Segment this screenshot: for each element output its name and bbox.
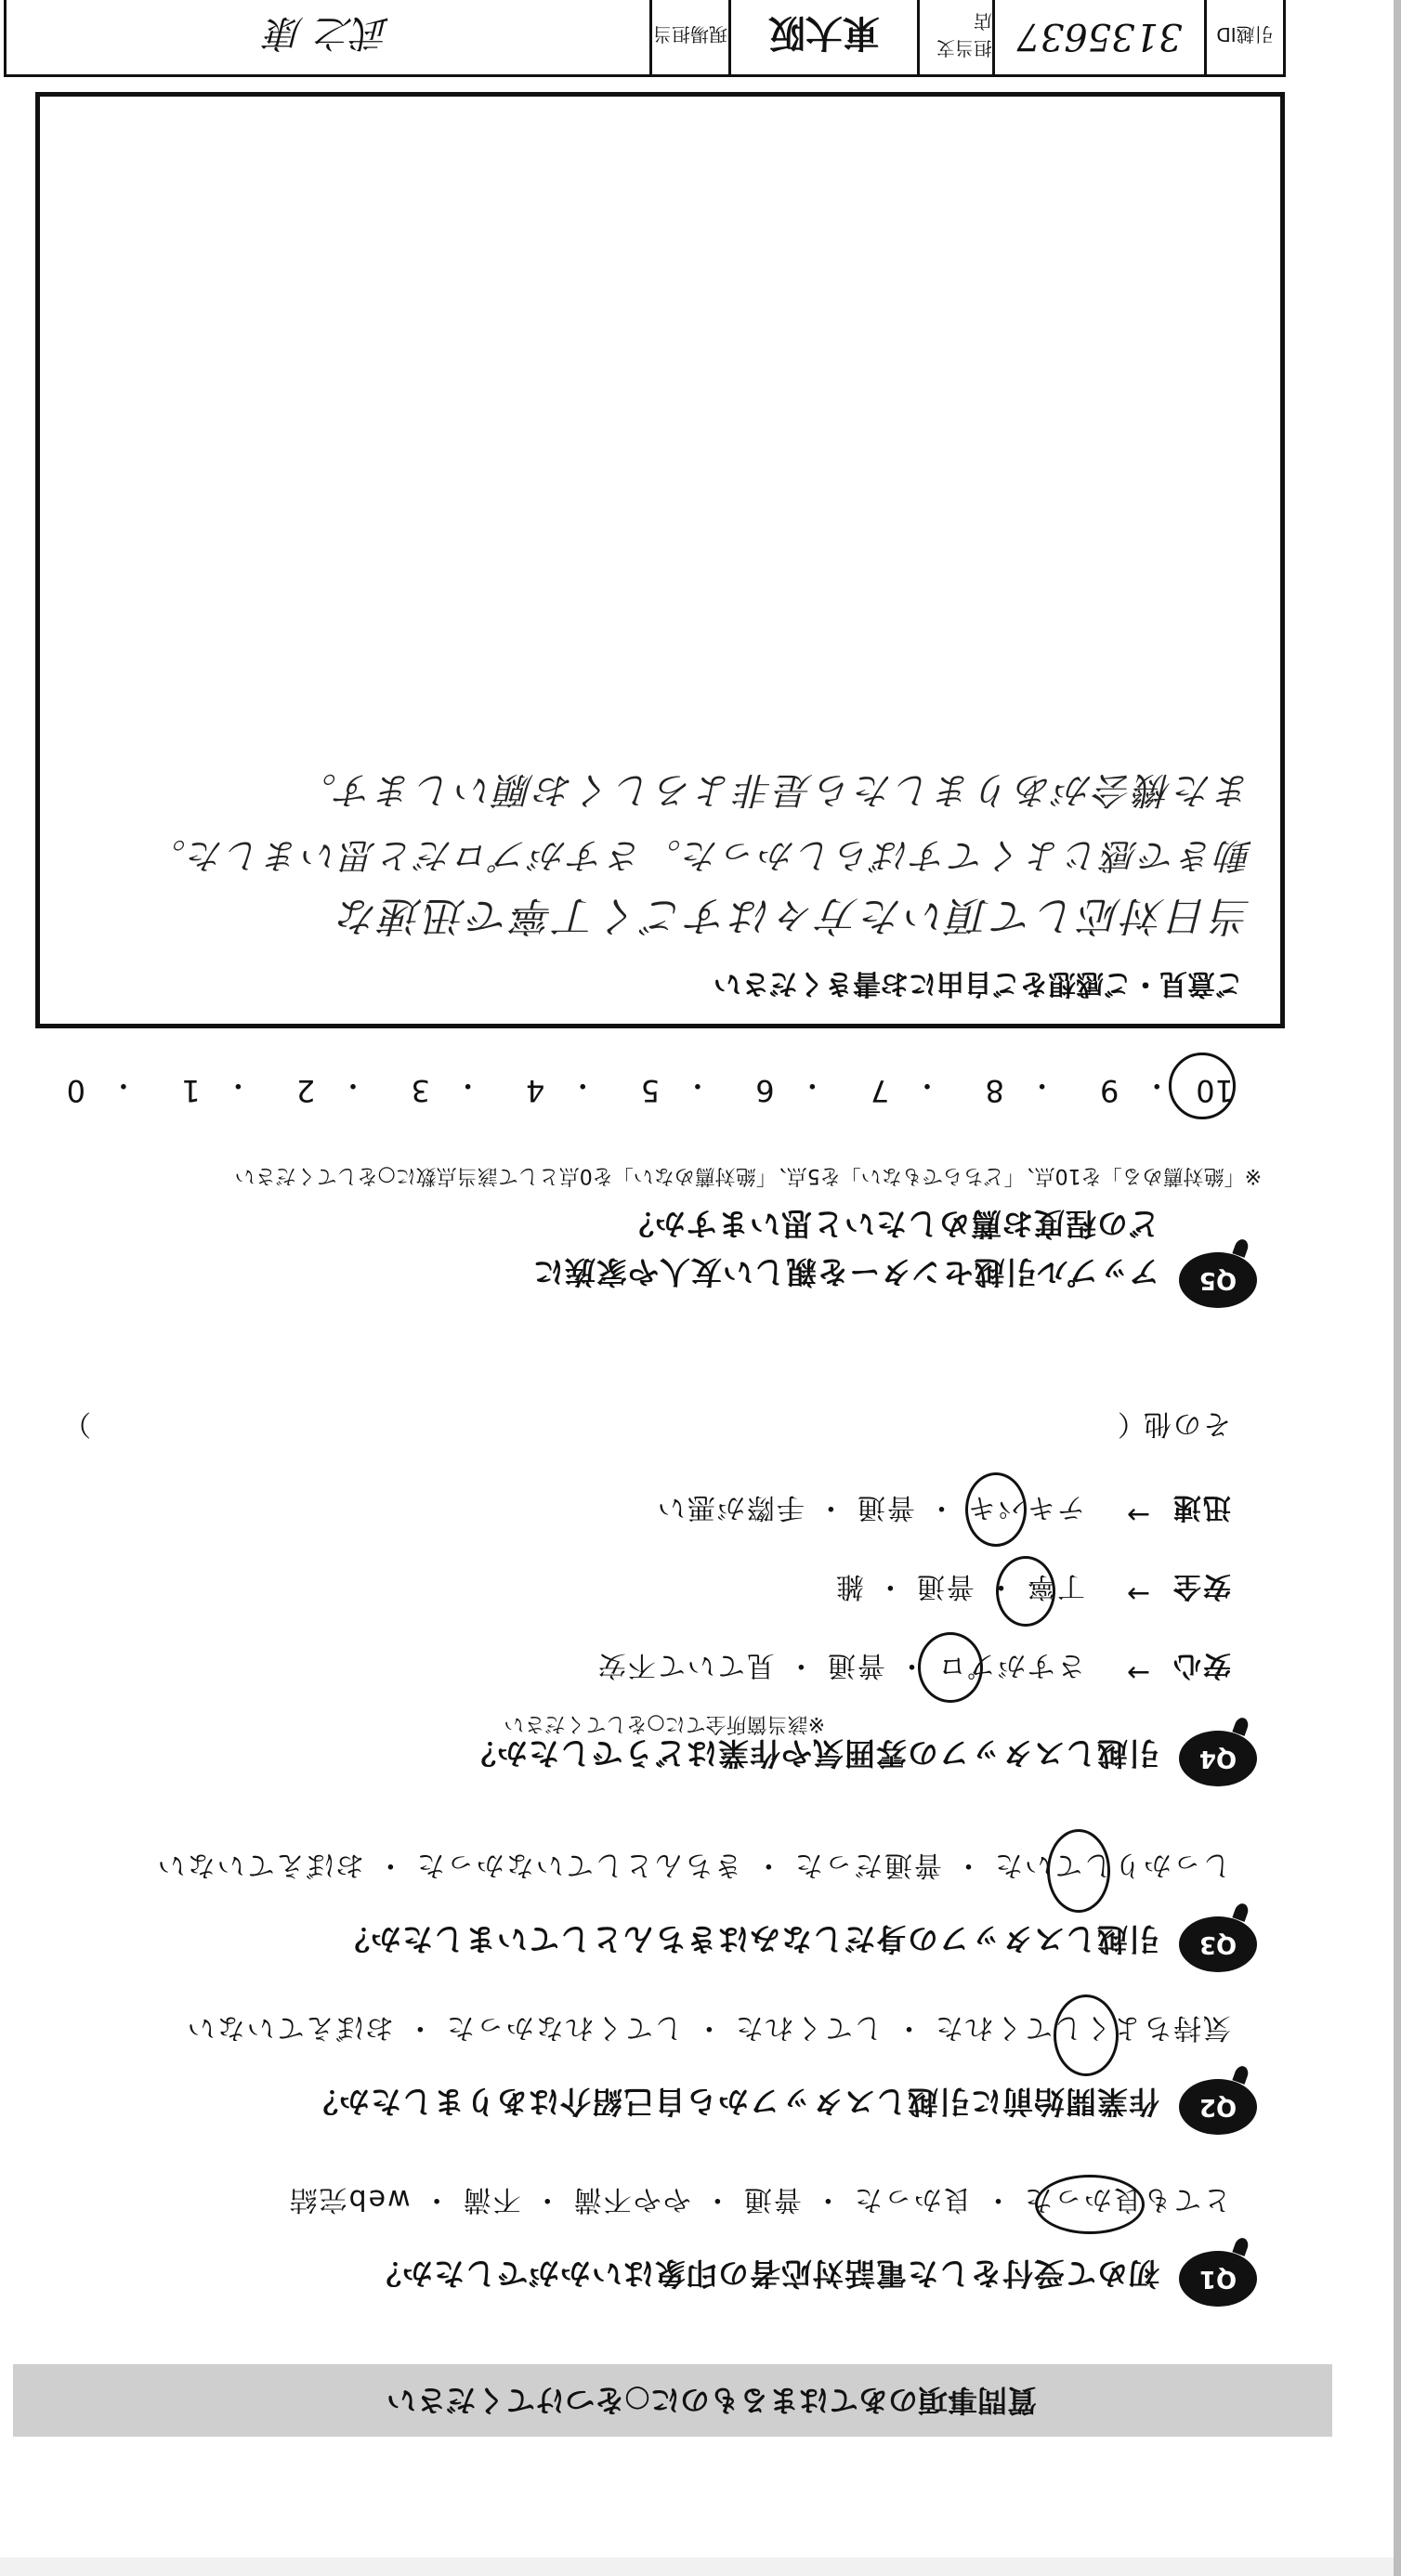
q3-selected-circle [1047, 1829, 1110, 1913]
q3-options: しっかりしていた ・ 普通だった ・ きちんとしていなかった ・ おぼえていない [155, 1849, 1231, 1881]
q5-score-3: 3 [411, 1073, 430, 1108]
q4-options-anshin: さすがプロ ・ 普通 ・ 見ていて不安 [596, 1649, 1085, 1681]
id-label: 引越ID [1204, 0, 1283, 74]
q5-note: ※「絶対薦める」を10点、「どちらでもない」を5点、「絶対薦めない」を0点として該当点数に○をしてください [234, 1164, 1262, 1187]
q4-other-open: （ [1116, 1407, 1146, 1440]
leader-value: 武之 康 [266, 11, 390, 55]
q5-score-4: 4 [526, 1073, 545, 1108]
q1-options: とても良かった ・ 良かった ・ 普通 ・ やや不満 ・ 不満 ・ web完結 [287, 2183, 1231, 2216]
q5-scale [0, 1053, 1234, 1108]
comment-line-1: 当日対応して頂いた方々はすごく丁寧で迅速な [335, 892, 1252, 939]
q4-other-label: その他 [1142, 1407, 1231, 1440]
q4-question: 引越しスタッフの雰囲気や作業はどうでしたか？ [465, 1735, 1159, 1772]
q5-score-8: 8 [985, 1073, 1004, 1108]
comment-box [35, 92, 1285, 1028]
q4-anzen-circle [996, 1556, 1055, 1627]
q2-badge: Q2 [1179, 2079, 1257, 2135]
q4-label-jinsoku: 迅速 [1172, 1491, 1231, 1523]
q5-separator: ・ [1143, 1068, 1172, 1101]
q5-separator: ・ [339, 1068, 367, 1101]
comment-line-2: 動きで感じよくてすばらしかった。さすがプロだと思いました。 [147, 835, 1252, 876]
comment-title: ご意見・ご感想をご自由にお書きください [714, 967, 1243, 1000]
branch-label: 担当支店 [917, 0, 992, 74]
q5-score-6: 6 [755, 1073, 775, 1108]
q5-separator: ・ [109, 1068, 137, 1101]
q4-options-jinsoku: テキパキ ・ 普通 ・ 手際が悪い [655, 1491, 1085, 1523]
q5-separator: ・ [1028, 1068, 1056, 1101]
q5-separator: ・ [224, 1068, 253, 1101]
q4-anshin-circle [918, 1632, 983, 1703]
q4-label-anzen: 安全 [1172, 1570, 1231, 1602]
q4-arrow-jinsoku: → [1124, 1498, 1150, 1531]
q5-separator: ・ [798, 1068, 827, 1101]
id-table [4, 0, 1286, 77]
q2-question: 作業開始前に引越しスタッフから自己紹介はありましたか？ [307, 2084, 1159, 2120]
q1-question: 初めて受付をした電話対応者の印象はいかがでしたか？ [370, 2256, 1159, 2292]
q4-options-anzen: 丁寧 ・ 普通 ・ 雑 [833, 1570, 1085, 1602]
q5-selected-circle [1169, 1053, 1236, 1119]
q4-jinsoku-circle [965, 1472, 1027, 1547]
q5-score-9: 9 [1100, 1073, 1119, 1108]
q5-question-line2: どの程度お薦めしたいと思いますか？ [622, 1206, 1159, 1242]
q3-badge: Q3 [1179, 1916, 1257, 1972]
q5-separator: ・ [453, 1068, 482, 1101]
q5-score-10: 10 [1196, 1073, 1234, 1108]
q4-arrow-anshin: → [1124, 1656, 1150, 1689]
q5-score-1: 1 [181, 1073, 201, 1108]
q4-badge: Q4 [1179, 1731, 1257, 1786]
id-value: 3135637 [992, 0, 1204, 74]
q5-separator: ・ [569, 1068, 597, 1101]
q4-other-close: ） [61, 1407, 91, 1440]
q1-badge: Q1 [1179, 2251, 1257, 2307]
scan-edge [1394, 0, 1401, 2576]
q5-score-2: 2 [295, 1073, 316, 1108]
q5-score-0: 0 [66, 1073, 85, 1108]
q2-selected-circle [1054, 1994, 1119, 2076]
q2-options: 気持ちよくしてくれた ・ してくれた ・ してくれなかった ・ おぼえていない [185, 2011, 1231, 2044]
q1-selected-circle [1035, 2175, 1145, 2234]
q5-score-5: 5 [640, 1073, 660, 1108]
q4-note: ※該当箇所全てに○をしてください [504, 1712, 825, 1735]
q3-question: 引越しスタッフの身だしなみはきちんとしていましたか？ [338, 1921, 1159, 1957]
q5-separator: ・ [683, 1068, 712, 1101]
q5-badge: Q5 [1179, 1252, 1257, 1308]
q5-separator: ・ [913, 1068, 941, 1101]
comment-line-3: また機会がありましたら是非よろしくお願いします。 [296, 768, 1252, 811]
q5-question-line1: アップル引越センターを親しい友人や家族に [531, 1254, 1159, 1290]
instruction-text: 質問事項のあてはまるものに○をつけてください [386, 2383, 1037, 2418]
leader-label: 現場担当 [649, 0, 728, 74]
q4-arrow-anzen: → [1124, 1577, 1150, 1610]
branch-value: 東大阪 [728, 0, 917, 74]
q5-score-7: 7 [870, 1073, 890, 1108]
scan-margin [0, 2557, 1394, 2576]
q4-label-anshin: 安心 [1172, 1649, 1231, 1681]
